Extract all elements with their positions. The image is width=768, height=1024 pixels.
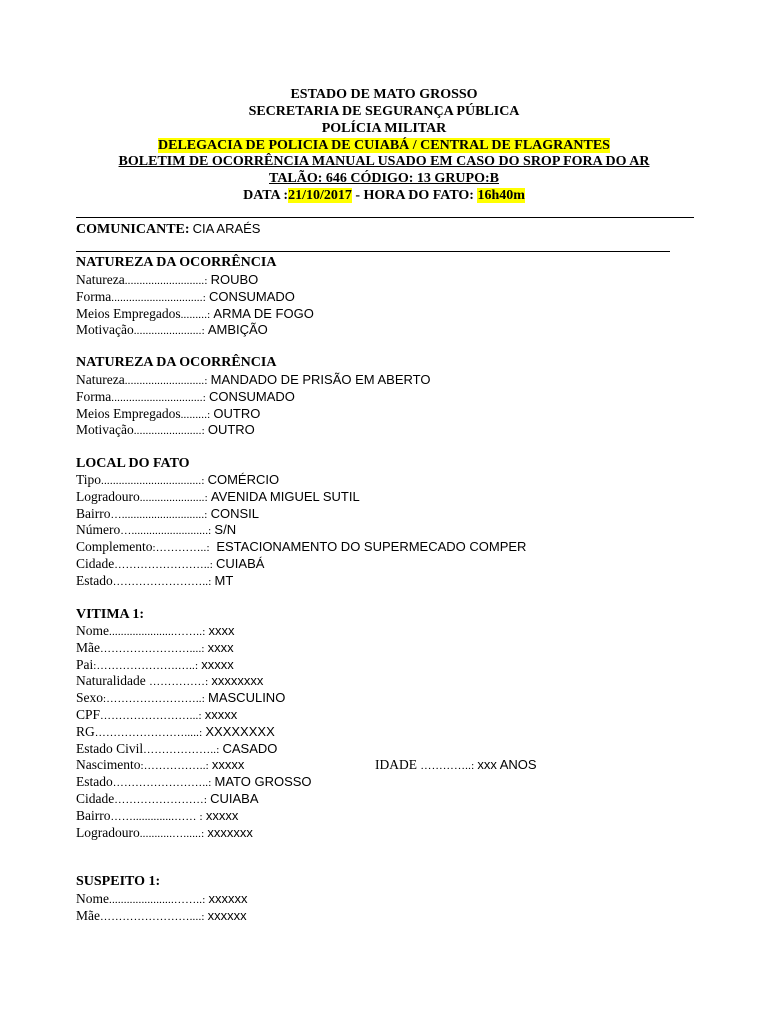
header-boletim: BOLETIM DE OCORRÊNCIA MANUAL USADO EM CASO DO SROP FORA DO AR (118, 154, 650, 169)
field-leader-dots: ...........................: (124, 275, 208, 287)
field-row (76, 321, 268, 340)
field-value: xxxxxx (207, 907, 247, 923)
field-label: Nome (76, 623, 109, 638)
field-value: xxxxx (201, 656, 234, 672)
field-leader-dots: ……………………..: (112, 777, 212, 790)
field-leader-dots: ......................……..: (109, 626, 206, 638)
field-value: OUTRO (207, 422, 255, 438)
field-label: Tipo (76, 472, 102, 487)
field-value: CONSIL (210, 505, 259, 521)
field-value: MASCULINO (208, 690, 286, 706)
field-value: xxxxx (211, 757, 245, 773)
field-value: MATO GROSSO (214, 774, 312, 790)
field-leader-dots: ……………………: (114, 794, 208, 806)
field-label: Complemento (76, 539, 153, 555)
header-policia: POLÍCIA MILITAR (321, 121, 447, 136)
field-leader-dots: :…………..: (152, 542, 210, 555)
suspeito-title: SUSPEITO 1: (76, 874, 161, 889)
field-leader-dots: ………………..: (143, 743, 220, 756)
field-value: AMBIÇÃO (207, 322, 268, 338)
field-leader-dots: ..................................: (101, 475, 205, 487)
field-value: MT (214, 572, 234, 588)
field-label: Estado Civil (76, 740, 144, 756)
idade-value: xxx ANOS (477, 757, 537, 772)
field-leader-dots: ……………………..: (112, 575, 212, 588)
field-label: Meios Empregados (76, 305, 181, 321)
header-state: ESTADO DE MATO GROSSO (290, 87, 478, 102)
field-leader-dots: ……..............…… : (110, 810, 203, 823)
field-label: Mãe (76, 907, 100, 923)
field-label: Logradouro (76, 488, 140, 504)
field-label: Mãe (76, 639, 100, 655)
field-leader-dots: …………………….....: (94, 726, 203, 739)
field-leader-dots: .........: (180, 408, 211, 421)
field-leader-dots: :………………….…..: (93, 659, 199, 672)
field-value: ROUBO (210, 272, 259, 287)
divider-comunicante (76, 251, 670, 252)
time-label: - HORA DO FATO: (351, 188, 478, 203)
field-label: Motivação (76, 322, 134, 338)
comunicante-label: COMUNICANTE: (76, 222, 190, 237)
natureza2-title: NATUREZA DA OCORRÊNCIA (76, 355, 277, 370)
vitima-title: VITIMA 1: (76, 607, 145, 622)
field-value: CUIABA (210, 791, 259, 806)
field-label: Natureza (76, 272, 125, 287)
field-label: Estado (76, 774, 113, 790)
field-leader-dots: .......................: (133, 325, 205, 338)
idade-dots: …………..: (420, 760, 475, 772)
idade-label: IDADE (375, 757, 421, 772)
field-leader-dots: …............................: (110, 508, 208, 521)
field-row (76, 421, 255, 440)
field-label: Logradouro (76, 824, 140, 840)
comunicante-value: CIA ARAÉS (192, 221, 261, 236)
field-value: ARMA DE FOGO (213, 305, 314, 321)
field-label: Naturalidade (76, 673, 150, 689)
field-leader-dots: …..........................: (120, 525, 212, 538)
field-value: OUTRO (213, 405, 261, 421)
field-leader-dots: :……………………..: (103, 693, 206, 706)
header-secretaria: SECRETARIA DE SEGURANÇA PÚBLICA (248, 104, 520, 119)
field-leader-dots: ……………………....: (100, 642, 205, 655)
field-label: Forma (76, 288, 112, 304)
field-label: Cidade (76, 791, 115, 806)
field-label: Estado (76, 572, 113, 588)
field-value: CASADO (222, 740, 278, 756)
field-row (76, 572, 233, 591)
field-leader-dots: ……………………...: (100, 710, 202, 722)
field-value: CONSUMADO (208, 288, 295, 304)
field-value: MANDADO DE PRISÃO EM ABERTO (210, 372, 431, 387)
field-value: xxxxx (205, 807, 239, 823)
field-row (76, 907, 247, 926)
field-label: Bairro (76, 505, 111, 521)
field-value: xxxxxx (208, 891, 248, 906)
field-value: xxxx (208, 623, 235, 638)
field-value: ESTACIONAMENTO DO SUPERMECADO COMPER (212, 539, 527, 555)
idade-row (375, 756, 537, 775)
date-value: 21/10/2017 (288, 188, 352, 203)
field-label: Meios Empregados (76, 405, 181, 421)
time-value: 16h40m (477, 188, 525, 203)
field-value: XXXXXXXX (205, 723, 275, 739)
field-label: Número (76, 522, 121, 538)
field-value: CONSUMADO (208, 388, 295, 404)
field-label: Motivação (76, 422, 134, 438)
field-leader-dots: ...........................: (124, 375, 208, 387)
date-label: DATA : (243, 188, 289, 203)
field-leader-dots: .........: (180, 308, 211, 321)
local-title: LOCAL DO FATO (76, 456, 190, 471)
field-leader-dots: ……………: (149, 676, 209, 689)
field-label: Natureza (76, 372, 125, 387)
field-value: COMÉRCIO (207, 472, 280, 487)
field-leader-dots: :……………..: (140, 760, 209, 773)
field-leader-dots: ……………………....: (100, 910, 205, 923)
field-label: Nascimento (76, 757, 141, 773)
field-value: S/N (214, 522, 237, 538)
field-label: Sexo (76, 690, 103, 706)
field-value: AVENIDA MIGUEL SUTIL (210, 488, 360, 504)
field-leader-dots: .......................: (133, 425, 205, 438)
field-leader-dots: ...............................: (111, 391, 206, 404)
field-leader-dots: ......................……..: (109, 894, 206, 906)
field-value: xxxxx (204, 707, 238, 722)
header-delegacia-text: DELEGACIA DE POLICIA DE CUIABÁ / CENTRAL DE FLAGRANTES (158, 138, 610, 153)
field-leader-dots: ...........…......: (139, 827, 205, 840)
field-label: Bairro (76, 807, 111, 823)
field-value: xxxxxxx (207, 824, 253, 840)
field-leader-dots: ......................: (139, 491, 208, 504)
field-leader-dots: ...............................: (111, 291, 206, 304)
divider-top (76, 217, 694, 218)
field-value: xxxx (207, 639, 234, 655)
field-label: Cidade (76, 556, 115, 571)
field-value: CUIABÁ (216, 556, 265, 571)
natureza1-title: NATUREZA DA OCORRÊNCIA (76, 255, 277, 270)
field-label: Nome (76, 891, 109, 906)
field-row (76, 824, 253, 843)
field-label: RG (76, 723, 95, 739)
header-talao: TALÃO: 646 CÓDIGO: 13 GRUPO:B (269, 171, 499, 186)
field-leader-dots: ……………………..: (114, 559, 214, 571)
header-date-line (0, 187, 768, 205)
field-label: Forma (76, 388, 112, 404)
field-label: CPF (76, 707, 101, 722)
comunicante-row (76, 220, 260, 238)
field-value: xxxxxxxx (211, 673, 264, 689)
field-label: Pai (76, 656, 94, 672)
